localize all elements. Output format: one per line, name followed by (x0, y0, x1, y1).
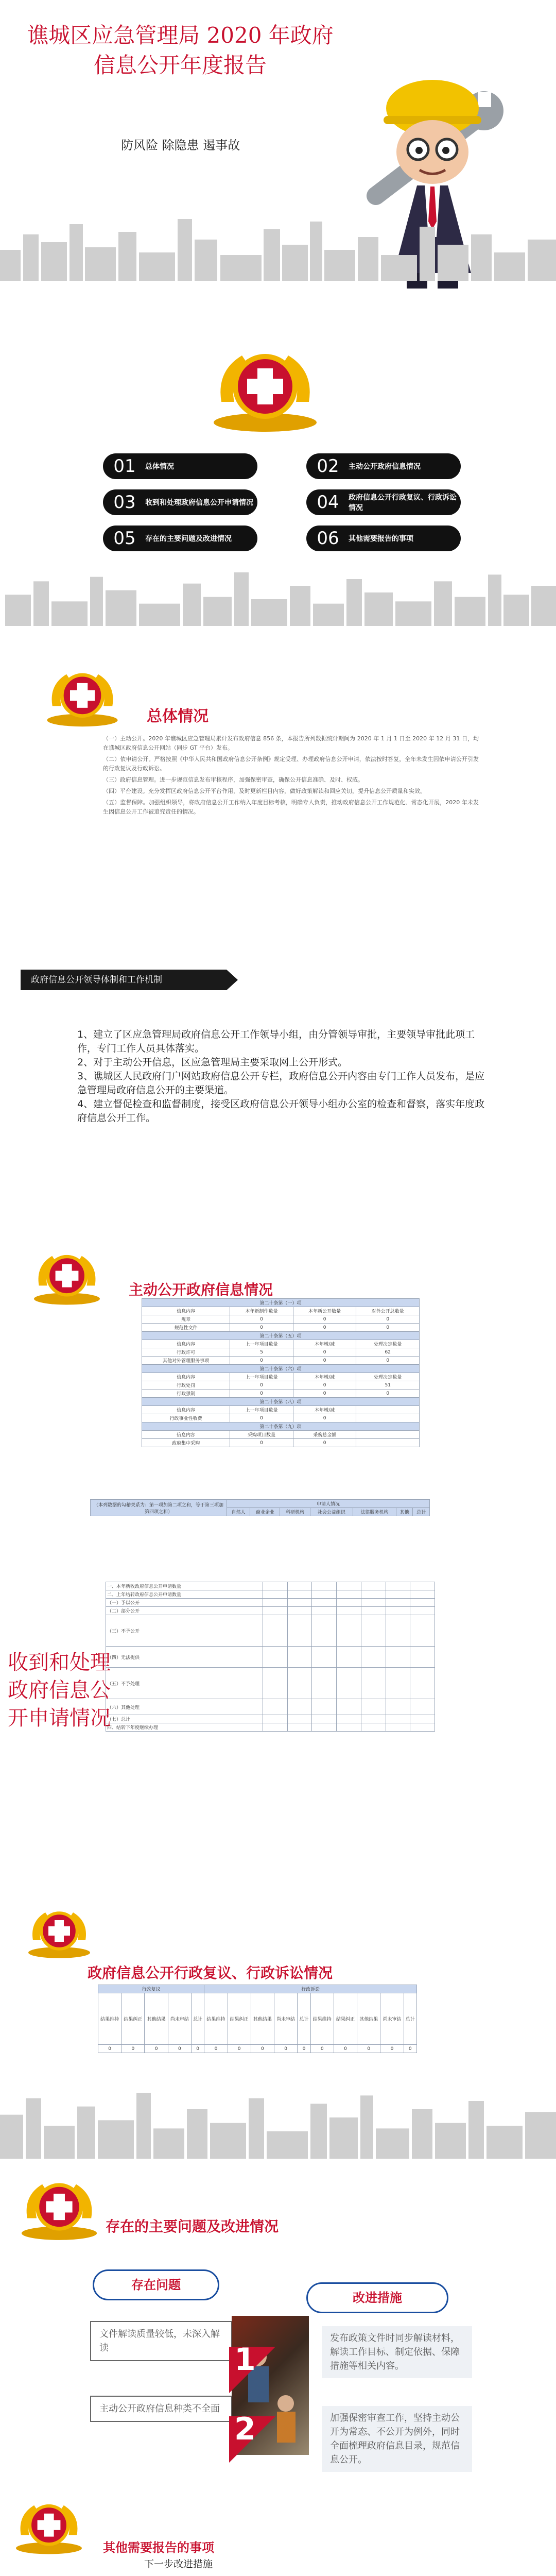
table-row (142, 1357, 420, 1365)
table-cell: 对外公开总数量 (356, 1307, 420, 1315)
table-cell (287, 1668, 312, 1699)
table-cell (312, 1699, 337, 1715)
table-cell: 0 (293, 1381, 356, 1389)
table-cell (356, 1414, 420, 1422)
table-cell: （二）部分公开 (106, 1607, 263, 1615)
other-body (144, 2574, 425, 2576)
table-cell: 5 (230, 1348, 293, 1357)
table-cell: 0 (293, 1414, 356, 1422)
menu-item-review-litigation[interactable] (306, 489, 461, 515)
table-cell: 0 (293, 1348, 356, 1357)
other-heading: 其他需要报告的事项 (103, 2540, 214, 2555)
table-cell: 0 (121, 2045, 145, 2053)
menu-item-label: 其他需要报告的事项 (349, 535, 413, 543)
menu-item-number: 06 (317, 528, 339, 549)
table-cell (361, 1599, 386, 1607)
menu-item-active-disclosure[interactable] (306, 453, 461, 479)
mechanism-list (77, 1028, 489, 1125)
table-cell (337, 1699, 361, 1715)
table-cell (263, 1615, 288, 1647)
table-cell: 尚未审结 (380, 1993, 404, 2045)
table-cell: 第二十条第（九）项 (142, 1422, 420, 1431)
table-cell (337, 1647, 361, 1668)
table-cell (386, 1723, 410, 1732)
menu-item-other[interactable] (306, 526, 461, 551)
report-title (21, 21, 340, 80)
table-cell: 0 (293, 1439, 356, 1447)
table-cell: （一）予以公开 (106, 1599, 263, 1607)
overview-paragraph: （三）政府信息管理。进一步规范信息发布审核程序，加强保密审查，确保公开信息准确、及时、权威。 (103, 776, 363, 783)
table-cell: 结果纠正 (334, 1993, 357, 2045)
table-cell: 0 (230, 1414, 293, 1422)
table-cell (287, 1699, 312, 1715)
table-cell: 0 (251, 2045, 274, 2053)
overview-text (103, 734, 479, 817)
table-cell: 行政处罚 (142, 1381, 230, 1389)
table-cell: 0 (334, 2045, 357, 2053)
table-row (106, 1599, 435, 1607)
table-row (106, 1607, 435, 1615)
table-cell: 信息内容 (142, 1307, 230, 1315)
table-cell (337, 1607, 361, 1615)
table-cell (361, 1699, 386, 1715)
table-cell (356, 1406, 420, 1414)
report-title-line2: 信息公开年度报告 (93, 53, 267, 78)
table-row (142, 1315, 420, 1324)
mechanism-item: 2、对于主动公开信息，区应急管理局主要采取网上公开形式。 (77, 1057, 348, 1068)
table-cell: （三）不予公开 (106, 1615, 263, 1647)
table-cell: 规范性文件 (142, 1324, 230, 1332)
table-cell: 0 (310, 2045, 334, 2053)
table-cell (312, 1647, 337, 1668)
mechanism-item: 1、建立了区应急管理局政府信息公开工作领导小组，由分管领导审批，主要领导审批此项工作，专门工作人员具体落实。 (77, 1029, 475, 1054)
table-cell: 结果纠正 (228, 1993, 251, 2045)
table-cell: 自然人 (227, 1508, 250, 1516)
table-cell (356, 1439, 420, 1447)
table-cell: （四）无法提供 (106, 1647, 263, 1668)
table-cell: 处理决定数量 (356, 1340, 420, 1348)
table-cell: 行政复议 (98, 1985, 204, 1993)
table-cell (361, 1715, 386, 1723)
emergency-emblem-icon (10, 2499, 88, 2556)
table-cell: 0 (298, 2045, 310, 2053)
table-row (106, 1668, 435, 1699)
table-cell (386, 1607, 410, 1615)
table-cell (263, 1647, 288, 1668)
requests-title-line: 收到和处理 (8, 1651, 111, 1674)
table-cell: 总计 (191, 1993, 204, 2045)
table-cell (361, 1723, 386, 1732)
table-row (98, 1993, 417, 2045)
table-cell (337, 1668, 361, 1699)
table-cell (410, 1607, 435, 1615)
city-skyline-decoration (0, 204, 556, 281)
review-litigation-table (98, 1985, 417, 2053)
table-cell (386, 1647, 410, 1668)
table-row (106, 1723, 435, 1732)
table-row (106, 1590, 435, 1599)
table-cell (312, 1615, 337, 1647)
table-cell (263, 1723, 288, 1732)
table-cell: 本年增/减 (293, 1373, 356, 1381)
table-row (142, 1307, 420, 1315)
emergency-emblem-icon (206, 345, 324, 435)
table-cell (356, 1431, 420, 1439)
table-cell: 商业企业 (250, 1508, 280, 1516)
table-cell: 结果维持 (98, 1993, 121, 2045)
table-cell (410, 1590, 435, 1599)
table-row (142, 1398, 420, 1406)
emergency-emblem-icon (15, 2177, 103, 2243)
table-cell: 0 (145, 2045, 168, 2053)
table-cell (361, 1668, 386, 1699)
table-cell: 规章 (142, 1315, 230, 1324)
table-cell (410, 1668, 435, 1699)
table-cell: 结果维持 (310, 1993, 334, 2045)
table-cell (263, 1699, 288, 1715)
menu-item-label: 收到和处理政府信息公开申请情况 (145, 499, 253, 507)
table-cell (410, 1615, 435, 1647)
table-cell: 上一年项目数量 (230, 1340, 293, 1348)
table-cell: 采购项目数量 (230, 1431, 293, 1439)
table-cell: 0 (380, 2045, 404, 2053)
city-skyline-decoration (0, 2076, 556, 2159)
table-cell (312, 1582, 337, 1590)
table-cell: 总计 (298, 1993, 310, 2045)
menu-item-label: 政府信息公开行政复议、行政诉讼情况 (349, 494, 457, 512)
table-cell: 科研机构 (280, 1508, 310, 1516)
table-cell: 第二十条第（六）项 (142, 1365, 420, 1373)
table-cell (337, 1599, 361, 1607)
table-cell (287, 1715, 312, 1723)
table-cell: 0 (293, 1357, 356, 1365)
table-cell: 上一年项目数量 (230, 1406, 293, 1414)
table-cell (337, 1615, 361, 1647)
table-cell: 社会公益组织 (310, 1508, 353, 1516)
table-cell: 0 (404, 2045, 416, 2053)
table-cell: （六）其他处理 (106, 1699, 263, 1715)
table-cell: 0 (230, 1439, 293, 1447)
table-cell: 一、本年新收政府信息公开申请数量 (106, 1582, 263, 1590)
table-cell (361, 1590, 386, 1599)
issues-number-1: 1 (234, 2342, 256, 2378)
table-cell: 0 (98, 2045, 121, 2053)
mechanism-item: 3、谯城区人民政府门户网站政府信息公开专栏，政府信息公开内容由专门工作人员发布，是应急管理局政府信息公开的主要渠道。 (77, 1071, 485, 1096)
problem-item-1: 文件解读质量较低，未深入解读 (90, 2321, 232, 2361)
table-row (142, 1422, 420, 1431)
table-cell (386, 1615, 410, 1647)
table-cell: 尚未审结 (168, 1993, 191, 2045)
menu-item-label: 总体情况 (145, 463, 174, 471)
table-cell (263, 1607, 288, 1615)
menu-item-number: 02 (317, 456, 339, 477)
table-cell: 其他 (396, 1508, 413, 1516)
requests-side-title (8, 1649, 111, 1732)
table-cell: 0 (356, 1324, 420, 1332)
menu-item-requests[interactable] (103, 489, 257, 515)
request-summary-table (90, 1499, 430, 1516)
table-row (106, 1582, 435, 1590)
other-lead: 下一步改进措施 (144, 2558, 213, 2570)
table-cell (337, 1590, 361, 1599)
table-cell (312, 1715, 337, 1723)
measure-label: 改进措施 (306, 2282, 448, 2313)
table-cell (337, 1723, 361, 1732)
table-cell: 本年新公开数量 (293, 1307, 356, 1315)
table-cell: 0 (204, 2045, 228, 2053)
table-row (106, 1699, 435, 1715)
table-cell: 行政诉讼 (204, 1985, 417, 1993)
table-row (106, 1715, 435, 1723)
table-cell: 62 (356, 1348, 420, 1357)
table-cell: 第二十条第（一）项 (142, 1299, 420, 1307)
requests-title-line: 政府信息公 (8, 1679, 111, 1702)
table-cell (337, 1582, 361, 1590)
problem-item-2: 主动公开政府信息种类不全面 (90, 2396, 232, 2422)
request-detail-table (106, 1582, 435, 1732)
table-cell: 0 (228, 2045, 251, 2053)
table-cell: 0 (274, 2045, 298, 2053)
table-cell: 信息内容 (142, 1340, 230, 1348)
menu-item-issues[interactable] (103, 526, 257, 551)
table-cell: 0 (356, 1389, 420, 1398)
table-cell (386, 1582, 410, 1590)
table-cell: 0 (356, 1357, 420, 1365)
table-cell: 信息内容 (142, 1431, 230, 1439)
table-cell (263, 1668, 288, 1699)
table-cell: 0 (356, 1315, 420, 1324)
menu-item-number: 05 (113, 528, 136, 549)
table-row (91, 1500, 430, 1508)
table-row (142, 1414, 420, 1422)
table-cell: 四、结转下年度继续办理 (106, 1723, 263, 1732)
table-cell: 本年增/减 (293, 1406, 356, 1414)
problem-label: 存在问题 (93, 2269, 219, 2300)
table-cell (287, 1582, 312, 1590)
table-cell: （七）总计 (106, 1715, 263, 1723)
emergency-emblem-icon (28, 1249, 106, 1307)
table-cell: （本列数据的勾稽关系为：第一项加第二项之和，等于第三项加第四项之和） (91, 1500, 227, 1516)
table-row (142, 1340, 420, 1348)
table-cell (410, 1582, 435, 1590)
menu-item-overview[interactable] (103, 453, 257, 479)
report-title-line1: 谯城区应急管理局 2020 年政府 (27, 23, 334, 48)
table-cell: 本年增/减 (293, 1340, 356, 1348)
measure-item-1: 发布政策文件时同步解读材料，解读工作目标、制定依据、保障措施等相关内容。 (322, 2326, 472, 2378)
table-cell: 其他结果 (357, 1993, 380, 2045)
table-cell (287, 1647, 312, 1668)
review-heading: 政府信息公开行政复议、行政诉讼情况 (88, 1964, 333, 1981)
city-skyline-decoration (0, 559, 556, 626)
overview-paragraph: （五）监督保障。加强组织领导，将政府信息公开工作纳入年度目标考核，明确专人负责，推动政府信息公开工作规范化、常态化开展，2020 年未发生因信息公开工作被追究责任的情况。 (103, 799, 479, 815)
table-cell: 结果维持 (204, 1993, 228, 2045)
table-cell: 0 (230, 1381, 293, 1389)
table-cell: 0 (168, 2045, 191, 2053)
table-cell (287, 1615, 312, 1647)
measure-item-2: 加强保密审查工作，坚持主动公开为常态、不公开为例外，同时全面梳理政府信息目录，规范信息公开。 (322, 2406, 472, 2472)
table-cell: 采购总金额 (293, 1431, 356, 1439)
table-cell (263, 1582, 288, 1590)
table-cell: 0 (230, 1324, 293, 1332)
table-cell (361, 1647, 386, 1668)
table-row (142, 1389, 420, 1398)
table-row (142, 1324, 420, 1332)
table-cell (386, 1668, 410, 1699)
table-row (142, 1439, 420, 1447)
table-cell: 0 (191, 2045, 204, 2053)
table-cell (287, 1607, 312, 1615)
table-cell: 0 (357, 2045, 380, 2053)
active-disclosure-table (142, 1298, 420, 1447)
mechanism-banner-arrow (227, 970, 238, 990)
table-cell (361, 1607, 386, 1615)
table-cell: 上一年项目数量 (230, 1373, 293, 1381)
table-cell: 0 (230, 1315, 293, 1324)
requests-title-line: 开申请情况 (8, 1706, 111, 1730)
table-cell (410, 1699, 435, 1715)
menu-item-number: 04 (317, 492, 339, 513)
table-cell (386, 1715, 410, 1723)
overview-paragraph: （一）主动公开。2020 年谯城区应急管理局累计发布政府信息 856 条，本报告所列数据统计期间为 2020 年 1 月 1 日至 2020 年 12 月 31 日，均在谯城区政府信息公开网站（同步 GT 平台）发布。 (103, 735, 479, 751)
menu-item-number: 03 (113, 492, 136, 513)
table-cell: 尚未审结 (274, 1993, 298, 2045)
issues-number-2: 2 (234, 2411, 256, 2447)
table-cell: 本年新制作数量 (230, 1307, 293, 1315)
table-row (106, 1615, 435, 1647)
table-row (142, 1373, 420, 1381)
table-cell: 申请人情况 (227, 1500, 430, 1508)
table-cell: 二、上年结转政府信息公开申请数量 (106, 1590, 263, 1599)
overview-paragraph: （四）平台建设。充分发挥区政府信息公开平台作用，及时更新栏目内容，做好政策解读和回应关切，提升信息公开质量和实效。 (103, 788, 426, 794)
table-cell (386, 1599, 410, 1607)
table-row (142, 1365, 420, 1373)
table-cell: 第二十条第（八）项 (142, 1398, 420, 1406)
table-cell (287, 1590, 312, 1599)
table-row (142, 1381, 420, 1389)
menu-item-label: 存在的主要问题及改进情况 (145, 535, 232, 543)
table-cell: 总计 (404, 1993, 416, 2045)
table-cell (263, 1715, 288, 1723)
table-row (98, 2045, 417, 2053)
table-cell: 51 (356, 1381, 420, 1389)
mechanism-banner: 政府信息公开领导体制和工作机制 (21, 970, 227, 990)
emergency-emblem-icon (41, 667, 124, 729)
table-cell (312, 1668, 337, 1699)
table-cell: 0 (293, 1324, 356, 1332)
overview-paragraph: （二）依申请公开。严格按照《中华人民共和国政府信息公开条例》规定受理、办理政府信息公开申请，依法按时答复，全年未发生因依申请公开引发的行政复议及行政诉讼。 (103, 756, 479, 772)
table-row (142, 1431, 420, 1439)
table-row (142, 1406, 420, 1414)
table-cell (410, 1599, 435, 1607)
table-cell: 0 (293, 1315, 356, 1324)
table-cell: 行政许可 (142, 1348, 230, 1357)
table-cell: 行政事业性收费 (142, 1414, 230, 1422)
table-cell: 其他对外管理服务事项 (142, 1357, 230, 1365)
table-cell (312, 1723, 337, 1732)
table-cell (386, 1590, 410, 1599)
table-cell (410, 1647, 435, 1668)
issues-heading: 存在的主要问题及改进情况 (106, 2218, 279, 2235)
table-cell (312, 1590, 337, 1599)
menu-item-label: 主动公开政府信息情况 (349, 463, 421, 471)
table-cell: 法律服务机构 (353, 1508, 396, 1516)
table-cell (410, 1715, 435, 1723)
table-cell: 结果纠正 (121, 1993, 145, 2045)
table-cell: 处理决定数量 (356, 1373, 420, 1381)
table-cell (410, 1723, 435, 1732)
table-cell: 第二十条第（五）项 (142, 1332, 420, 1340)
table-cell (287, 1599, 312, 1607)
table-cell (287, 1723, 312, 1732)
slogan: 防风险 除隐患 遏事故 (121, 138, 240, 152)
table-cell: 其他结果 (145, 1993, 168, 2045)
table-cell: 0 (230, 1357, 293, 1365)
table-row (142, 1332, 420, 1340)
table-cell: （五）不予处理 (106, 1668, 263, 1699)
table-cell (361, 1582, 386, 1590)
table-cell: 政府集中采购 (142, 1439, 230, 1447)
table-cell: 行政强制 (142, 1389, 230, 1398)
table-cell (263, 1599, 288, 1607)
table-cell: 信息内容 (142, 1373, 230, 1381)
table-cell (263, 1590, 288, 1599)
table-cell: 总计 (413, 1508, 430, 1516)
table-cell (312, 1607, 337, 1615)
table-row (142, 1348, 420, 1357)
table-cell: 其他结果 (251, 1993, 274, 2045)
table-cell: 0 (293, 1389, 356, 1398)
table-cell (386, 1699, 410, 1715)
table-cell (312, 1599, 337, 1607)
menu-item-number: 01 (113, 456, 136, 477)
mechanism-item: 4、建立督促检查和监督制度，接受区政府信息公开领导小组办公室的检查和督察，落实年度政府信息公开工作。 (77, 1098, 485, 1124)
table-row (98, 1985, 417, 1993)
table-cell: 信息内容 (142, 1406, 230, 1414)
table-row (106, 1647, 435, 1668)
active-heading: 主动公开政府信息情况 (129, 1281, 273, 1298)
emergency-emblem-icon (23, 1906, 95, 1960)
overview-heading: 总体情况 (147, 707, 208, 725)
table-cell (337, 1715, 361, 1723)
table-cell (361, 1615, 386, 1647)
table-cell: 0 (230, 1389, 293, 1398)
table-row (142, 1299, 420, 1307)
